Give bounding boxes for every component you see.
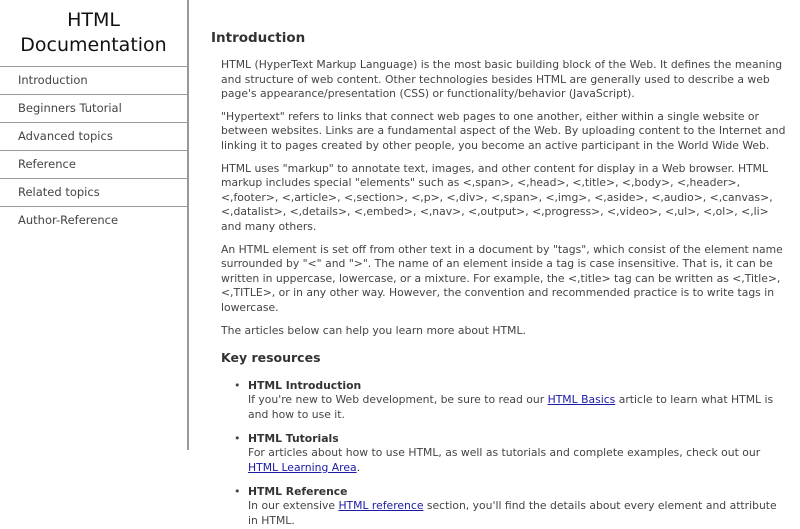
sidebar-item-related-topics[interactable]: Related topics [0, 179, 187, 207]
sidebar-title-line2: Documentation [20, 34, 167, 56]
html-reference-link[interactable]: HTML reference [338, 499, 424, 513]
resource-title: HTML Reference [248, 485, 348, 499]
sidebar-item-reference[interactable]: Reference [0, 151, 187, 179]
bullet-icon: • [234, 379, 241, 393]
resource-item [234, 484, 786, 528]
paragraph-4: An HTML element is set off from other text in a document by "tags", which consist of the element name surrounded by "<" and ">". The name of an element inside a tag is case insensitive. That is, it can be written in uppercase, lowercase, or a mixture. For example, the <,title> tag can be written as <,Title>, <,TITLE>, or in any other way. However, the convention and recommended practice is to write tags in lowercase. [221, 242, 783, 314]
resource-desc-text: section, you'll find the details about every element and attribute in HTML. [248, 499, 777, 528]
page-heading: Introduction [211, 30, 306, 46]
resource-desc-text: In our extensive [248, 499, 339, 513]
resource-description [248, 393, 786, 422]
sidebar-title [0, 0, 187, 67]
html-learning-area-link[interactable]: HTML Learning Area [248, 460, 357, 474]
html-basics-link[interactable]: HTML Basics [547, 393, 616, 407]
resource-description [248, 446, 786, 475]
resource-desc-text: For articles about how to use HTML, as well as tutorials and complete examples, check out our [248, 446, 761, 460]
sidebar-nav [0, 67, 187, 234]
sidebar-item-advanced-topics[interactable]: Advanced topics [0, 123, 187, 151]
paragraph-2: "Hypertext" refers to links that connect web pages to one another, either within a single website or between websites. Links are a fundamental aspect of the Web. By uploading content to the Internet and linking it to pages created by other people, you become an active participant in the World Wide Web. [221, 109, 786, 152]
resource-title: HTML Introduction [248, 379, 362, 393]
bullet-icon: • [234, 485, 241, 499]
paragraph-3: HTML uses "markup" to annotate text, images, and other content for display in a Web browser. HTML markup includes special "elements" such as <,span>, <,head>, <,title>, <,body>, <,header>, <,footer>, <,article>, <,section>, <,p>, <,div>, <,span>, <,img>, <,aside>, <,audio>, <,canvas>, <,datalist>, <,details>, <,embed>, <,nav>, <,output>, <,progress>, <,video>, <,ul>, <,ol>, <,li> and many others. [221, 161, 773, 233]
intro-section [211, 58, 786, 338]
sidebar-item-author-reference[interactable]: Author-Reference [18, 213, 119, 227]
main-content [211, 0, 786, 528]
resource-description [248, 499, 786, 528]
resource-desc-text: If you're new to Web development, be sure to read our [248, 393, 548, 407]
resource-desc-text: article to learn what HTML is and how to use it. [248, 393, 774, 421]
resource-title: HTML Tutorials [248, 432, 339, 446]
resource-item [234, 431, 786, 475]
bullet-icon: • [234, 432, 241, 446]
paragraph-1: HTML (HyperText Markup Language) is the most basic building block of the Web. It defines the meaning and structure of web content. Other technologies besides HTML are generally used to describe a web page's appearance/presentation (CSS) or functionality/behavior (JavaScript). [221, 58, 783, 101]
sidebar-item-introduction[interactable]: Introduction [0, 67, 187, 95]
paragraph-5: The articles below can help you learn more about HTML. [221, 323, 526, 337]
sidebar [0, 0, 189, 450]
resource-desc-text: . [356, 460, 361, 474]
key-resources-list [211, 378, 786, 529]
sidebar-title-line1: HTML [67, 9, 120, 31]
resource-item [234, 378, 786, 422]
sidebar-item-beginners-tutorial[interactable]: Beginners Tutorial [0, 95, 187, 123]
key-resources-heading: Key resources [221, 350, 321, 366]
